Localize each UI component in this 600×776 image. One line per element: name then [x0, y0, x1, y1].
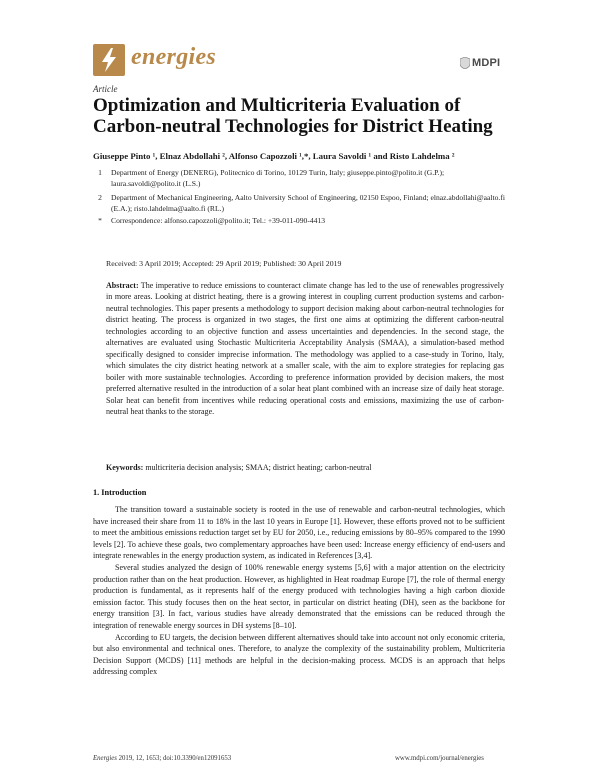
affiliation-number: 1: [98, 168, 102, 177]
correspondence: [93, 216, 513, 227]
citation-footer: [93, 755, 231, 762]
body-text: [93, 504, 505, 678]
section-heading: 1. Introduction: [93, 488, 147, 497]
citation-details: 2019, 12, 1653; doi:10.3390/en12091653: [116, 755, 232, 762]
publication-dates: Received: 3 April 2019; Accepted: 29 April 2019; Published: 30 April 2019: [106, 259, 342, 268]
keywords-label: Keywords:: [106, 463, 144, 472]
affiliation-2: [93, 193, 513, 215]
paragraph: Several studies analyzed the design of 100% renewable energy systems [5,6] with a major attention on the electricity production rather than on the heat production. However, as highlighted in Heat roadmap Europe [7], the role of thermal energy production is fundamental, as it represents half of the energy produced with technologies having a high carbon dioxide emission factor. This study focuses then on the heat sector, in particular on district heating (DH), seen as the backbone for energy transition [3]. In fact, various studies have already demonstrated that the emissions can be reduced through the integration of renewable energy sources in DH systems [8–10].: [93, 562, 505, 630]
affiliation-number: 2: [98, 193, 102, 202]
journal-name: energies: [131, 44, 217, 70]
abstract-label: Abstract:: [106, 281, 139, 290]
abstract-text: The imperative to reduce emissions to counteract climate change has led to the use of renewables progressively in more areas. Looking at district heating, there is a growing interest in coupling current production systems and carbon-neutral technologies. This paper presents a methodology to support decision making about carbon-neutral technologies for district heating. The process is organized in two stages, the first one aims at optimizing the different carbon-neutral technologies according to an objective function and assess uncertainties and dependencies. In the second stage, the alternatives are evaluated using Stochastic Multicriteria Acceptability Analysis (SMAA), a simulation-based method specifically designed to consider imprecise information. The methodology was applied to a case-study in Torino, Italy, which simulates the city district heating network at a smaller scale, with the aim to explore strategies for replacing gas boiler with more sustainable technologies. According to preference information provided by decision makers, the most preferred alternative resulted in the introduction of a solar heat plant combined with an increase size of daily heat storage. Solar heat can benefit from incentives while reducing operational costs and emissions, maximizing the use of carbon-neutral heat thanks to the storage.: [106, 281, 504, 416]
abstract: [106, 280, 504, 417]
affiliation-text: Department of Energy (DENERG), Politecnico di Torino, 10129 Turin, Italy; giuseppe.pinto@polito.it (G.P.); laura.savoldi@polito.it (L.S.): [111, 168, 445, 188]
publisher-name: MDPI: [472, 57, 501, 69]
citation-journal: Energies: [93, 755, 117, 762]
keywords-text: multicriteria decision analysis; SMAA; district heating; carbon-neutral: [145, 463, 372, 472]
affiliation-1: [93, 168, 513, 190]
affiliation-number: *: [98, 216, 102, 225]
publisher-logo: [460, 52, 502, 74]
article-type: Article: [93, 84, 118, 94]
author-list: Giuseppe Pinto ¹, Elnaz Abdollahi ², Alfonso Capozzoli ¹,*, Laura Savoldi ¹ and Risto Lahdelma ²: [93, 151, 455, 161]
mdpi-shield-icon: [460, 57, 470, 69]
paragraph: According to EU targets, the decision between different alternatives should take into account not only economic criteria, but also environmental and technical ones. Therefore, to analyze the complexity of the sustainability problem, Multicriteria Decision Support (MCDS) [11] methods are helpful in the decision-making process. MCDS is an approach that helps addressing complex: [93, 632, 505, 677]
lightning-icon: [93, 44, 125, 76]
affiliation-text: Correspondence: alfonso.capozzoli@polito.it; Tel.: +39-011-090-4413: [111, 216, 326, 225]
keywords: [106, 463, 504, 472]
affiliation-text: Department of Mechanical Engineering, Aalto University School of Engineering, 02150 Espoo, Finland; elnaz.abdollahi@aalto.fi (E.A.); risto.lahdelma@aalto.fi (RL.): [111, 193, 505, 213]
paragraph: The transition toward a sustainable society is rooted in the use of renewable and carbon-neutral technologies, which have increased their share from 11 to 18% in the last 10 years in Europe [1]. However, these efforts proved not to be sufficient to meet the ambitious emissions reduction target set by EU for 2050, i.e., reducing emissions by 80–95% compared to the 1990 levels [2]. To achieve these goals, two complementary approaches have been used: Increase energy efficiency of end-users and integrate renewables in the energy production system, as indicated in References [3,4].: [93, 505, 505, 561]
journal-logo-icon: [93, 44, 125, 76]
article-title: Optimization and Multicriteria Evaluation of Carbon-neutral Technologies for District Heating: [93, 95, 493, 137]
journal-url: www.mdpi.com/journal/energies: [395, 755, 484, 762]
